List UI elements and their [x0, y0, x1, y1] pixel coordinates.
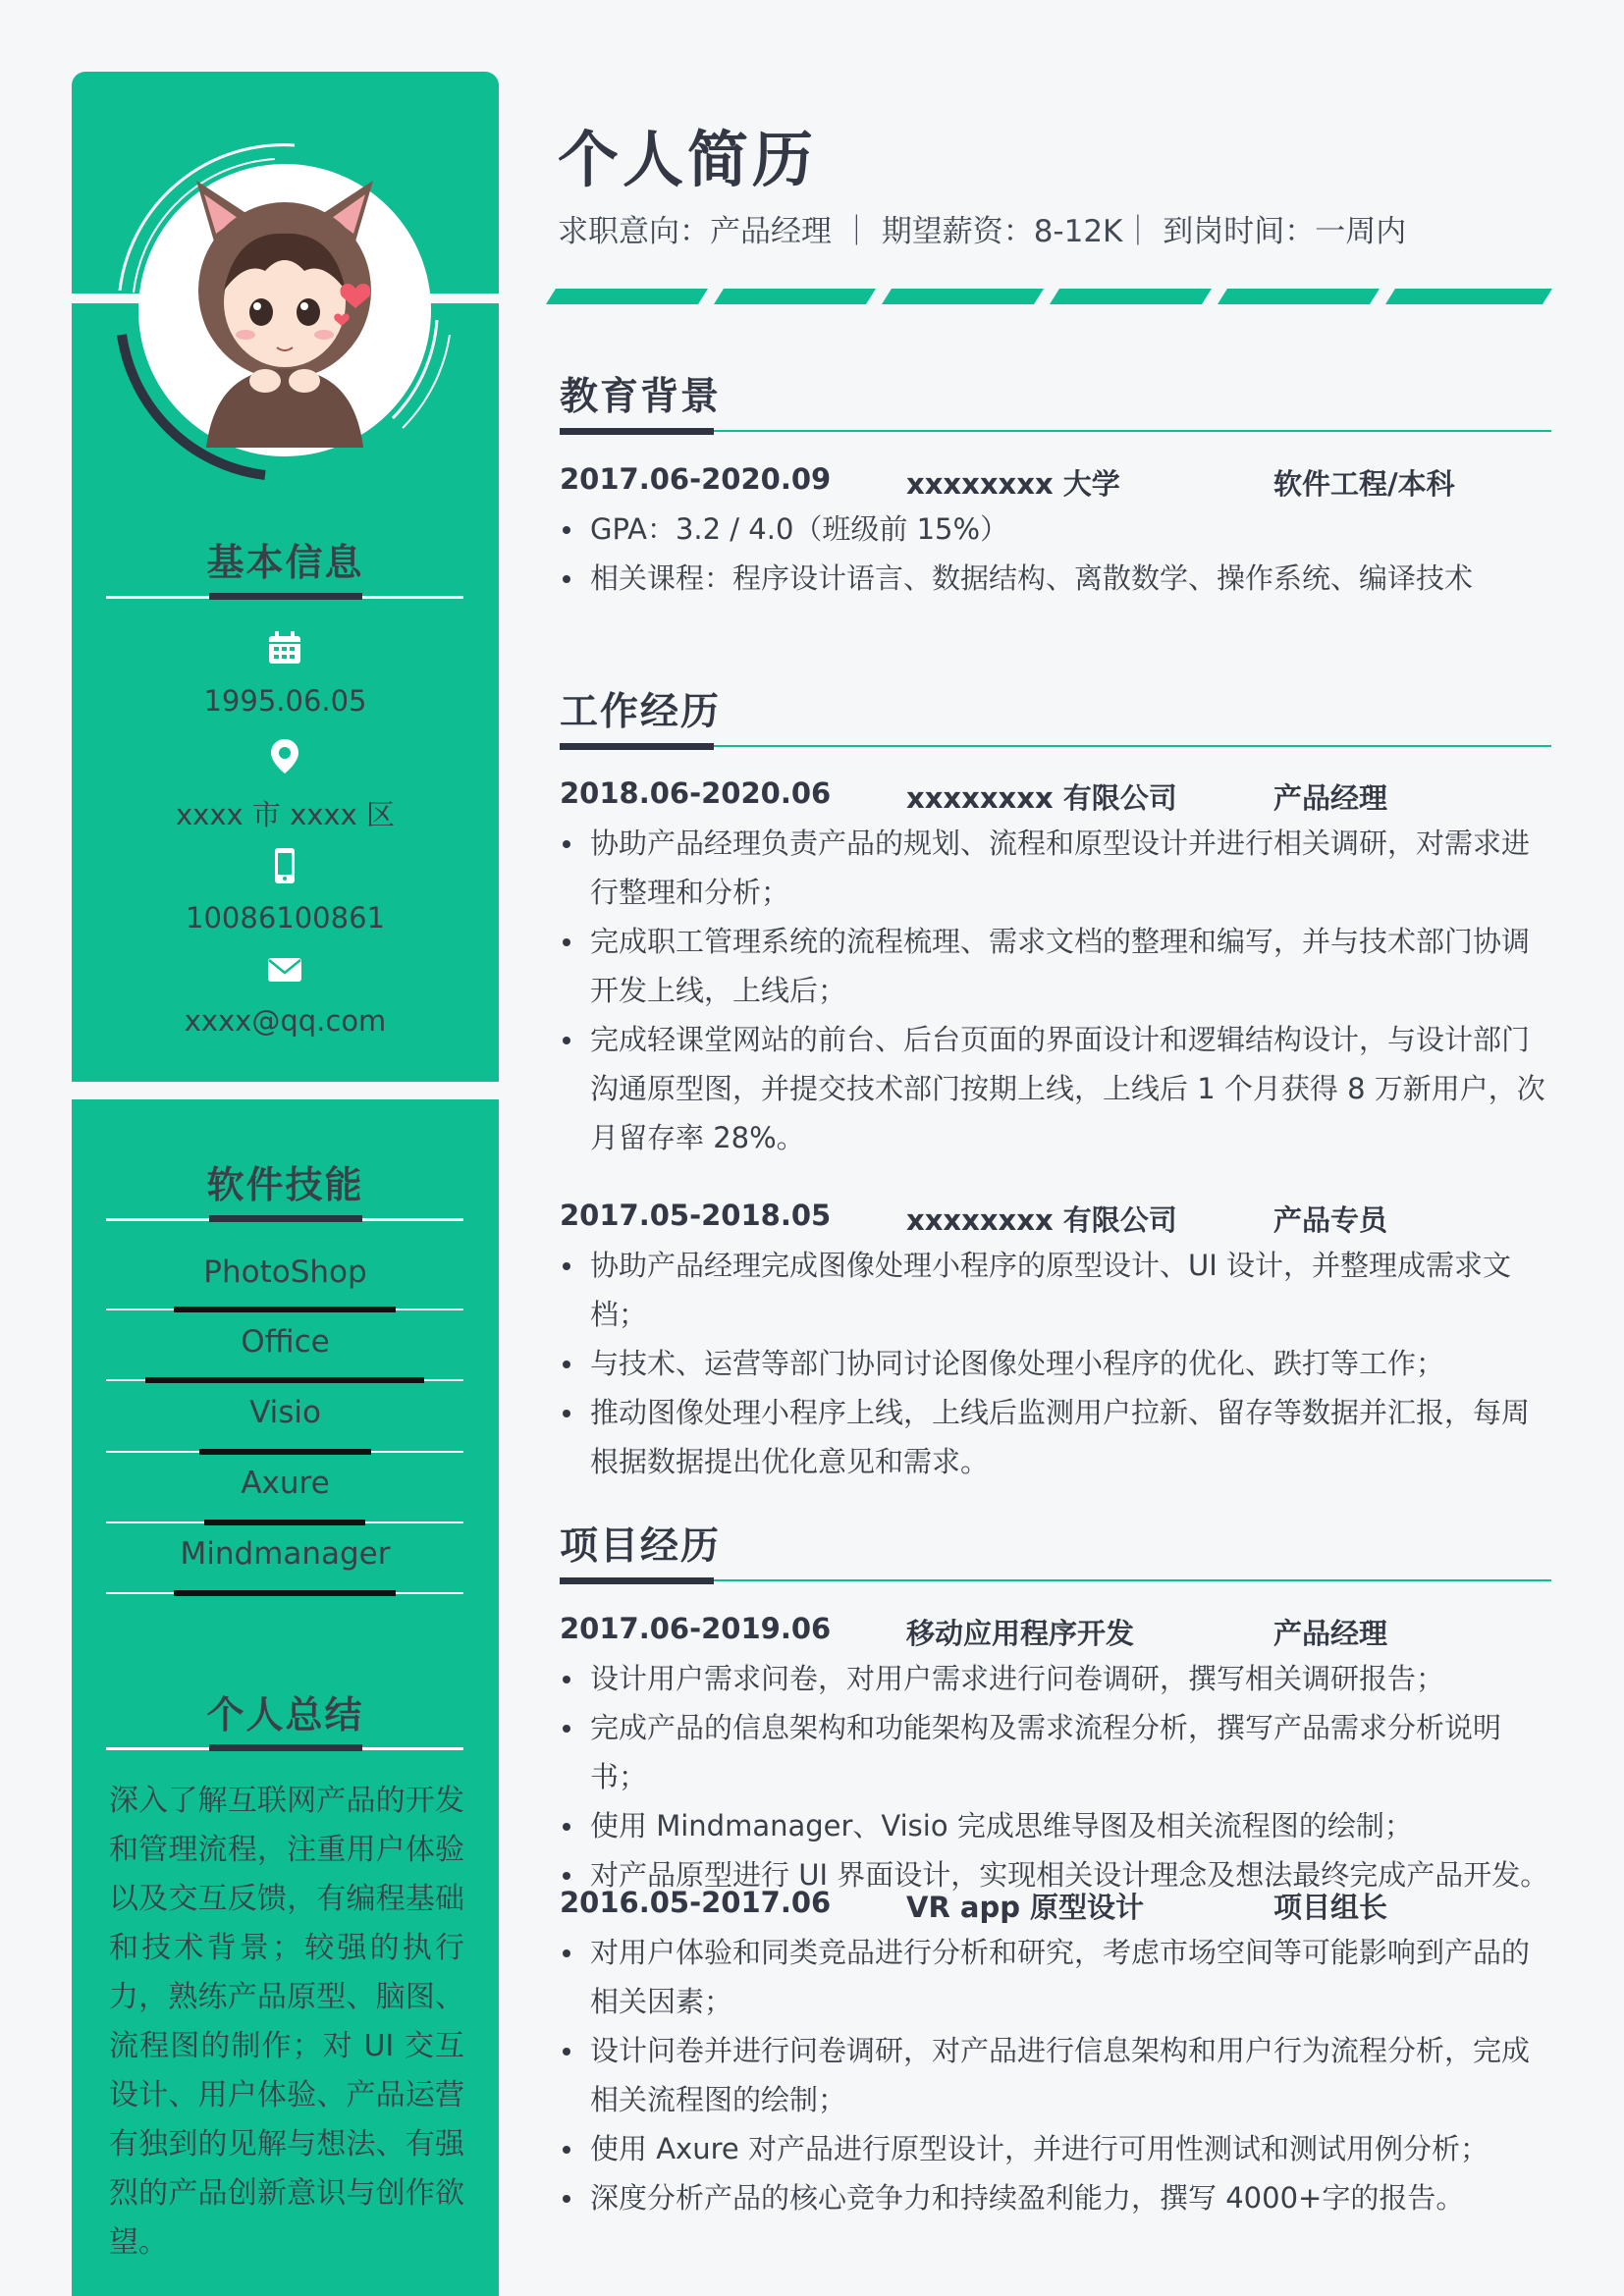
skill-level-bar	[204, 1520, 365, 1525]
birthday-text: 1995.06.05	[203, 684, 367, 718]
list-item: 对产品原型进行 UI 界面设计，实现相关设计理念及想法最终完成产品开发。	[560, 1850, 1551, 1899]
entry-role: 产品专员	[1273, 1203, 1388, 1237]
skills-rule-accent	[209, 1215, 362, 1222]
list-item: 协助产品经理负责产品的规划、流程和原型设计并进行相关调研，对需求进行整理和分析；	[560, 819, 1551, 917]
project-bullets	[560, 1928, 1551, 2222]
mobile-phone-icon	[265, 846, 304, 885]
entry-period: 2017.06-2019.06	[560, 1612, 832, 1645]
section-rule-accent	[560, 428, 714, 435]
calendar-icon	[265, 628, 304, 667]
list-item: 对用户体验和同类竞品进行分析和研究，考虑市场空间等可能影响到产品的相关因素；	[560, 1928, 1551, 2026]
section-rule-accent	[560, 1577, 714, 1584]
skill-level-bar	[199, 1449, 371, 1455]
summary-rule-accent	[209, 1744, 362, 1751]
list-item: 与技术、运营等部门协同讨论图像处理小程序的优化、跌打等工作；	[560, 1339, 1551, 1388]
header-stripes	[546, 289, 1552, 304]
entry-role: 产品经理	[1273, 1617, 1388, 1650]
work-entry-header	[560, 776, 1551, 816]
entry-period: 2016.05-2017.06	[560, 1886, 832, 1919]
skill-level-bar	[145, 1377, 424, 1383]
basic-info-rule-accent	[209, 593, 362, 600]
list-item: 完成轻课堂网站的前台、后台页面的界面设计和逻辑结构设计，与设计部门沟通原型图，并提交技术部门按期上线，上线后 1 个月获得 8 万新用户，次月留存率 28%。	[560, 1015, 1551, 1162]
entry-role: 产品经理	[1273, 781, 1388, 815]
entry-period: 2017.06-2020.09	[560, 462, 832, 496]
entry-role: 项目组长	[1273, 1891, 1388, 1924]
skill-photoshop: PhotoShop	[203, 1255, 367, 1290]
list-item: 设计用户需求问卷，对用户需求进行问卷调研，撰写相关调研报告；	[560, 1654, 1551, 1703]
list-item: 相关课程：程序设计语言、数据结构、离散数学、操作系统、编译技术	[560, 554, 1551, 603]
summary-heading: 个人总结	[206, 1693, 364, 1736]
skills-heading: 软件技能	[206, 1163, 364, 1206]
project-entry-header	[560, 1612, 1551, 1651]
work-bullets	[560, 1241, 1551, 1486]
work-heading: 工作经历	[560, 690, 722, 734]
skill-office: Office	[241, 1324, 330, 1360]
skill-level-bar	[174, 1590, 396, 1596]
entry-role: 软件工程/本科	[1273, 467, 1455, 501]
projects-heading: 项目经历	[560, 1524, 722, 1569]
entry-org: xxxxxxxx 有限公司	[906, 1203, 1177, 1237]
entry-org: VR app 原型设计	[906, 1891, 1145, 1924]
work-entry-header	[560, 1199, 1551, 1238]
section-rule-accent	[560, 743, 714, 750]
list-item: 使用 Mindmanager、Visio 完成思维导图及相关流程图的绘制；	[560, 1801, 1551, 1850]
page-title: 个人简历	[558, 124, 818, 195]
location-pin-icon	[265, 736, 304, 775]
job-intention: 求职意向：产品经理 ｜ 期望薪资：8-12K｜ 到岗时间：一周内	[558, 214, 1407, 249]
list-item: 完成职工管理系统的流程梳理、需求文档的整理和编写，并与技术部门协调开发上线，上线后；	[560, 917, 1551, 1015]
list-item: GPA：3.2 / 4.0（班级前 15%）	[560, 505, 1551, 554]
education-bullets	[560, 505, 1551, 603]
skill-level-bar	[174, 1307, 396, 1312]
envelope-icon	[265, 950, 304, 989]
entry-org: xxxxxxxx 有限公司	[906, 781, 1177, 815]
entry-org: 移动应用程序开发	[906, 1617, 1135, 1650]
list-item: 设计问卷并进行问卷调研，对产品进行信息架构和用户行为流程分析，完成相关流程图的绘制；	[560, 2026, 1551, 2124]
list-item: 使用 Axure 对产品进行原型设计，并进行可用性测试和测试用例分析；	[560, 2124, 1551, 2173]
list-item: 深度分析产品的核心竞争力和持续盈利能力，撰写 4000+字的报告。	[560, 2173, 1551, 2222]
skill-visio: Visio	[249, 1395, 321, 1430]
location-text: xxxx 市 xxxx 区	[176, 798, 395, 831]
project-entry-header	[560, 1886, 1551, 1925]
list-item: 推动图像处理小程序上线，上线后监测用户拉新、留存等数据并汇报，每周根据数据提出优化意见和需求。	[560, 1388, 1551, 1486]
skill-mindmanager: Mindmanager	[180, 1536, 391, 1572]
entry-period: 2017.05-2018.05	[560, 1199, 832, 1232]
email-text: xxxx@qq.com	[184, 1004, 387, 1038]
phone-text: 10086100861	[186, 901, 385, 934]
summary-text: 深入了解互联网产品的开发和管理流程，注重用户体验以及交互反馈，有编程基础和技术背景；较强的执行力，熟练产品原型、脑图、流程图的制作；对 UI 交互设计、用户体验、产品运营有独到的见解与想法、有强烈的产品创新意识与创作欲望。	[109, 1784, 464, 2260]
avatar	[98, 124, 471, 497]
basic-info-heading: 基本信息	[206, 541, 364, 584]
education-entry-header	[560, 462, 1551, 502]
education-heading: 教育背景	[560, 375, 722, 419]
skill-axure: Axure	[241, 1466, 330, 1501]
entry-period: 2018.06-2020.06	[560, 776, 832, 810]
work-bullets	[560, 819, 1551, 1162]
list-item: 协助产品经理完成图像处理小程序的原型设计、UI 设计，并整理成需求文档；	[560, 1241, 1551, 1339]
list-item: 完成产品的信息架构和功能架构及需求流程分析，撰写产品需求分析说明书；	[560, 1703, 1551, 1801]
project-bullets	[560, 1654, 1551, 1899]
entry-org: xxxxxxxx 大学	[906, 467, 1120, 501]
